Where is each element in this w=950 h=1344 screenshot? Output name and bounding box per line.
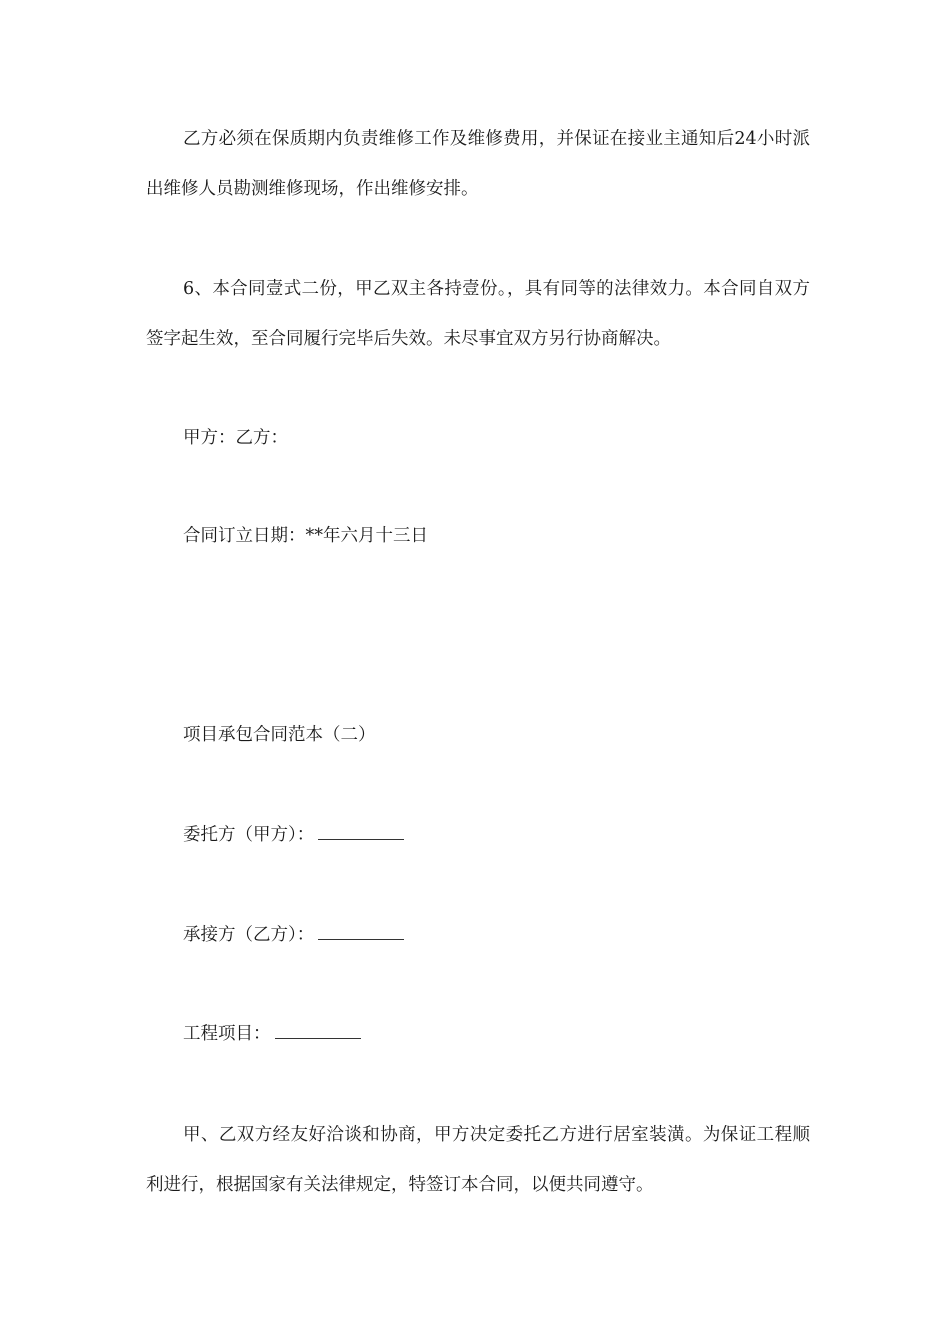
signature-line: 甲方：乙方： (183, 428, 288, 448)
intro-paragraph: 甲、乙双方经友好洽谈和协商，甲方决定委托乙方进行居室装潢。为保证工程顺利进行，根据国家有关法律规定，特签订本合同，以便共同遵守。 (146, 1125, 810, 1195)
project-label: 工程项目： (183, 1024, 271, 1044)
client-blank (318, 823, 404, 840)
copies-paragraph: 6、本合同壹式二份，甲乙双主各持壹份。，具有同等的法律效力。本合同自双方签字起生效，至合同履行完毕后失效。未尽事宜双方另行协商解决。 (146, 279, 810, 349)
client-label: 委托方（甲方）： (183, 825, 315, 845)
project-blank (275, 1022, 361, 1039)
project-field (183, 1019, 361, 1049)
contractor-field (183, 920, 404, 950)
warranty-paragraph: 乙方必须在保质期内负责维修工作及维修费用，并保证在接业主通知后24小时派出维修人员勘测维修现场，作出维修安排。 (146, 129, 810, 199)
contract-date-line: 合同订立日期：**年六月十三日 (183, 526, 428, 546)
section-title: 项目承包合同范本（二） (183, 725, 376, 745)
contractor-blank (318, 923, 404, 940)
contractor-label: 承接方（乙方）： (183, 925, 315, 945)
client-field (183, 820, 404, 850)
